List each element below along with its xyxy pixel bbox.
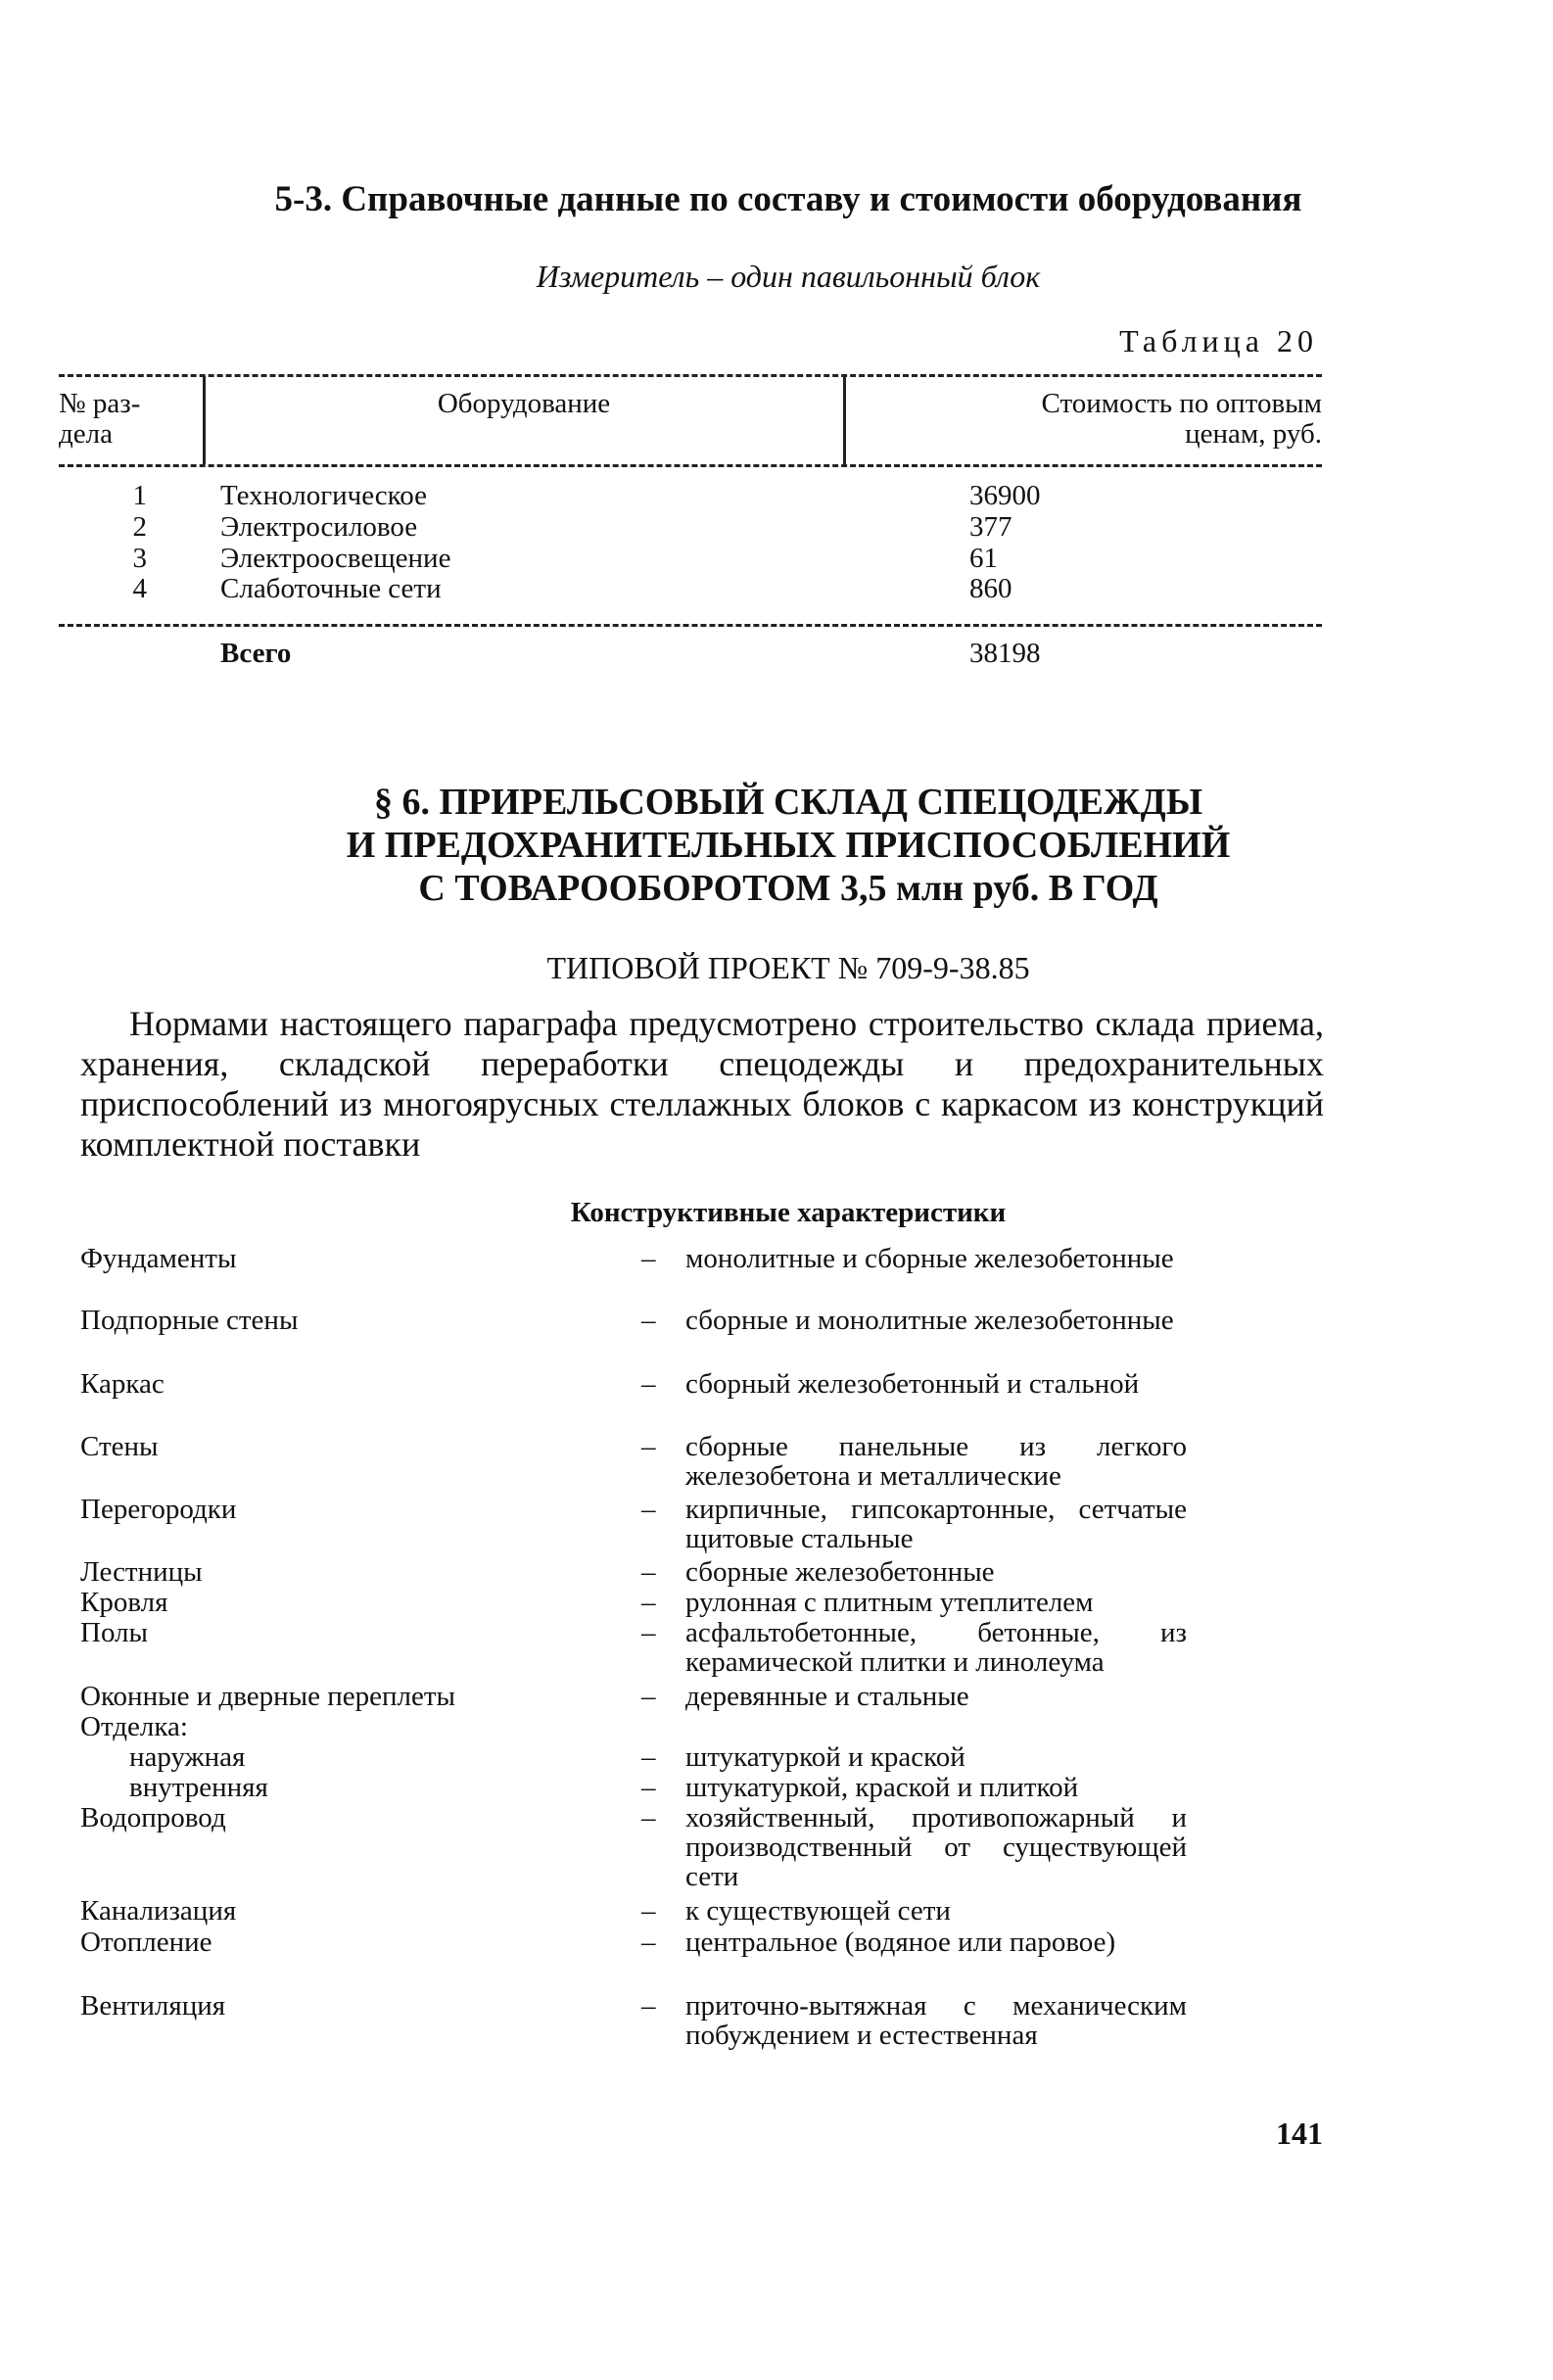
page-number: 141 bbox=[1276, 2116, 1323, 2151]
section-title bbox=[127, 781, 1449, 910]
row-cost: 36900 bbox=[969, 480, 1041, 511]
dash-separator: – bbox=[641, 1556, 656, 1588]
dash-separator: – bbox=[641, 1368, 656, 1400]
characteristic-label: Лестницы bbox=[80, 1556, 203, 1588]
characteristic-label: Подпорные стены bbox=[80, 1305, 299, 1336]
table-row bbox=[0, 573, 1553, 604]
characteristic-label: Водопровод bbox=[80, 1802, 226, 1833]
characteristic-value: сборные железобетонные bbox=[685, 1556, 995, 1588]
row-number: 1 bbox=[132, 480, 147, 511]
row-number: 3 bbox=[132, 543, 147, 574]
row-equipment: Слаботочные сети bbox=[220, 573, 442, 604]
row-number: 4 bbox=[132, 573, 147, 604]
row-cost: 377 bbox=[969, 511, 1012, 543]
characteristic-value: асфальтобетонные, бетонные, из керамической плитки и линолеума bbox=[685, 1617, 1187, 1678]
table-row bbox=[0, 543, 1553, 574]
characteristic-label: внутренняя bbox=[129, 1772, 268, 1803]
header-num-text: № раз- дела bbox=[59, 388, 141, 450]
dash-separator: – bbox=[641, 1681, 656, 1712]
table-header-rule bbox=[59, 464, 1322, 467]
characteristic-value: приточно-вытяжная с механическим побуждением и естественная bbox=[685, 1990, 1187, 2051]
characteristic-label: Полы bbox=[80, 1617, 149, 1648]
measure-unit-subtitle: Измеритель – один павильонный блок bbox=[536, 259, 1041, 294]
table-row bbox=[0, 511, 1553, 543]
dash-separator: – bbox=[641, 1617, 656, 1648]
row-cost: 61 bbox=[969, 543, 998, 574]
characteristic-label: Оконные и дверные переплеты bbox=[80, 1681, 456, 1712]
project-number: ТИПОВОЙ ПРОЕКТ № 709-9-38.85 bbox=[546, 950, 1030, 985]
dash-separator: – bbox=[641, 1990, 656, 2022]
row-equipment: Электроосвещение bbox=[220, 543, 451, 574]
header-cost bbox=[852, 389, 1322, 450]
section-title-line: И ПРЕДОХРАНИТЕЛЬНЫХ ПРИСПОСОБЛЕНИЙ bbox=[346, 825, 1231, 866]
table-total-row bbox=[0, 638, 1553, 669]
table-column-divider bbox=[843, 376, 846, 464]
characteristic-label: Стены bbox=[80, 1431, 159, 1462]
characteristic-value: хозяйственный, противопожарный и производственный от существующей сети bbox=[685, 1802, 1187, 1892]
characteristic-value: кирпичные, гипсокартонные, сетчатые щитовые стальные bbox=[685, 1494, 1187, 1554]
intro-paragraph: Нормами настоящего параграфа предусмотрено строительство склада приема, хранения, складской переработки спецодежды и предохранительных приспособлений из многоярусных стеллажных блоков с каркасом из конструкций комплектной поставки bbox=[80, 1004, 1324, 1164]
characteristic-value: деревянные и стальные bbox=[685, 1681, 969, 1712]
section-title-line: § 6. ПРИРЕЛЬСОВЫЙ СКЛАД СПЕЦОДЕЖДЫ bbox=[373, 782, 1203, 823]
header-cost-text: Стоимость по оптовым ценам, руб. bbox=[1041, 388, 1322, 450]
dash-separator: – bbox=[641, 1305, 656, 1336]
table-heading: 5-3. Справочные данные по составу и стоимости оборудования bbox=[274, 179, 1302, 219]
dash-separator: – bbox=[641, 1587, 656, 1618]
characteristic-label: Отделка: bbox=[80, 1711, 188, 1742]
row-equipment: Технологическое bbox=[220, 480, 428, 511]
characteristic-value: центральное (водяное или паровое) bbox=[685, 1927, 1116, 1958]
characteristic-value: сборный железобетонный и стальной bbox=[685, 1368, 1140, 1400]
characteristic-value: сборные и монолитные железобетонные bbox=[685, 1305, 1174, 1336]
dash-separator: – bbox=[641, 1494, 656, 1525]
table-label: Таблица 20 bbox=[1119, 323, 1318, 358]
characteristic-label: Перегородки bbox=[80, 1494, 237, 1525]
row-cost: 860 bbox=[969, 573, 1012, 604]
dash-separator: – bbox=[641, 1431, 656, 1462]
row-number: 2 bbox=[132, 511, 147, 543]
section-title-line: С ТОВАРООБОРОТОМ 3,5 млн руб. В ГОД bbox=[418, 868, 1158, 909]
dash-separator: – bbox=[641, 1895, 656, 1927]
characteristic-value: к существующей сети bbox=[685, 1895, 951, 1927]
dash-separator: – bbox=[641, 1741, 656, 1773]
characteristic-label: наружная bbox=[129, 1741, 246, 1773]
dash-separator: – bbox=[641, 1243, 656, 1274]
table-total-rule bbox=[59, 624, 1322, 627]
characteristics-title: Конструктивные характеристики bbox=[570, 1197, 1007, 1228]
characteristic-value: рулонная с плитным утеплителем bbox=[685, 1587, 1094, 1618]
table-row bbox=[0, 480, 1553, 511]
characteristic-value: штукатуркой и краской bbox=[685, 1741, 965, 1773]
characteristic-value: сборные панельные из легкого железобетона и металлические bbox=[685, 1431, 1187, 1492]
characteristic-label: Канализация bbox=[80, 1895, 237, 1927]
total-cost: 38198 bbox=[969, 638, 1041, 669]
header-equipment: Оборудование bbox=[437, 388, 611, 419]
characteristic-label: Фундаменты bbox=[80, 1243, 237, 1274]
table-top-rule bbox=[59, 374, 1322, 377]
dash-separator: – bbox=[641, 1802, 656, 1833]
header-section-number bbox=[59, 389, 157, 450]
characteristic-value: монолитные и сборные железобетонные bbox=[685, 1243, 1174, 1274]
characteristic-label: Вентиляция bbox=[80, 1990, 226, 2022]
total-label: Всего bbox=[220, 638, 292, 669]
dash-separator: – bbox=[641, 1927, 656, 1958]
characteristic-value: штукатуркой, краской и плиткой bbox=[685, 1772, 1079, 1803]
dash-separator: – bbox=[641, 1772, 656, 1803]
characteristic-label: Кровля bbox=[80, 1587, 168, 1618]
row-equipment: Электросиловое bbox=[220, 511, 418, 543]
characteristic-label: Отопление bbox=[80, 1927, 212, 1958]
characteristic-label: Каркас bbox=[80, 1368, 165, 1400]
